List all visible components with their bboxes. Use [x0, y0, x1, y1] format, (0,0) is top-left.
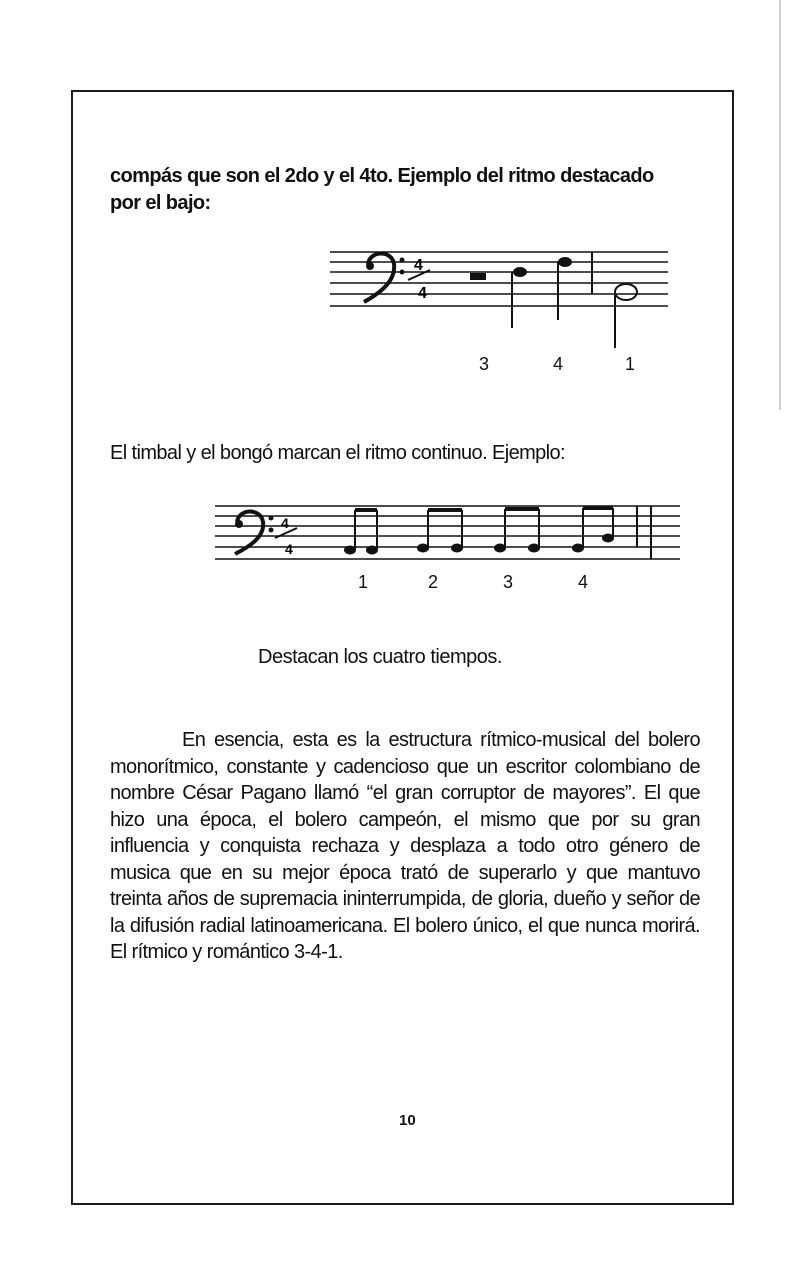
time-signature-top: 4 [281, 515, 289, 531]
page-number: 10 [399, 1112, 416, 1129]
caption-text: Destacan los cuatro tiempos. [258, 646, 502, 668]
time-signature-bottom: 4 [418, 285, 427, 302]
intro-line-2: por el bajo: [110, 192, 211, 214]
beat-label-2: 2 [428, 572, 439, 592]
body-paragraph-text: En esencia, esta es la estructura rítmico-musical del bolero monorítmico, constante y cadencioso que un escritor colombiano de nombre César Pagano llamó “el gran corruptor de mayores”. El que hizo una época, el bolero campeón, el mismo que por su gran influencia y conquista rechaza y desplaza a todo otro género de musica que en su mejor época trató de superarlo y que mantuvo treinta años de supremacia ininterrumpida, de gloria, dueño y señor de la difusión radial latinoamericana. El bolero único, el que nunca morirá. El rítmico y romántico 3-4-1. [110, 729, 700, 963]
time-signature-top: 4 [414, 257, 423, 274]
beat-label-3: 3 [479, 354, 490, 374]
beat-label-3: 3 [503, 572, 514, 592]
intro-text [110, 163, 700, 217]
eighth-note-pair-beat-4 [572, 508, 614, 553]
timbal-sentence: El timbal y el bongó marcan el ritmo continuo. Ejemplo: [110, 442, 566, 464]
music-staff-example-2 [215, 492, 685, 572]
beat-label-4: 4 [553, 354, 564, 374]
beat-label-4: 4 [578, 572, 589, 592]
body-paragraph [110, 727, 700, 966]
intro-line-1: compás que son el 2do y el 4to. Ejemplo del ritmo destacado [110, 165, 654, 187]
quarter-note-beat-4 [558, 257, 572, 320]
page-edge-shadow [779, 0, 781, 410]
quarter-note-beat-3 [512, 267, 527, 328]
beat-label-1: 1 [358, 572, 369, 592]
rest-symbol [470, 273, 486, 280]
beat-label-1: 1 [625, 354, 636, 374]
time-signature-bottom: 4 [285, 541, 293, 557]
music-staff-example-1 [330, 240, 675, 350]
